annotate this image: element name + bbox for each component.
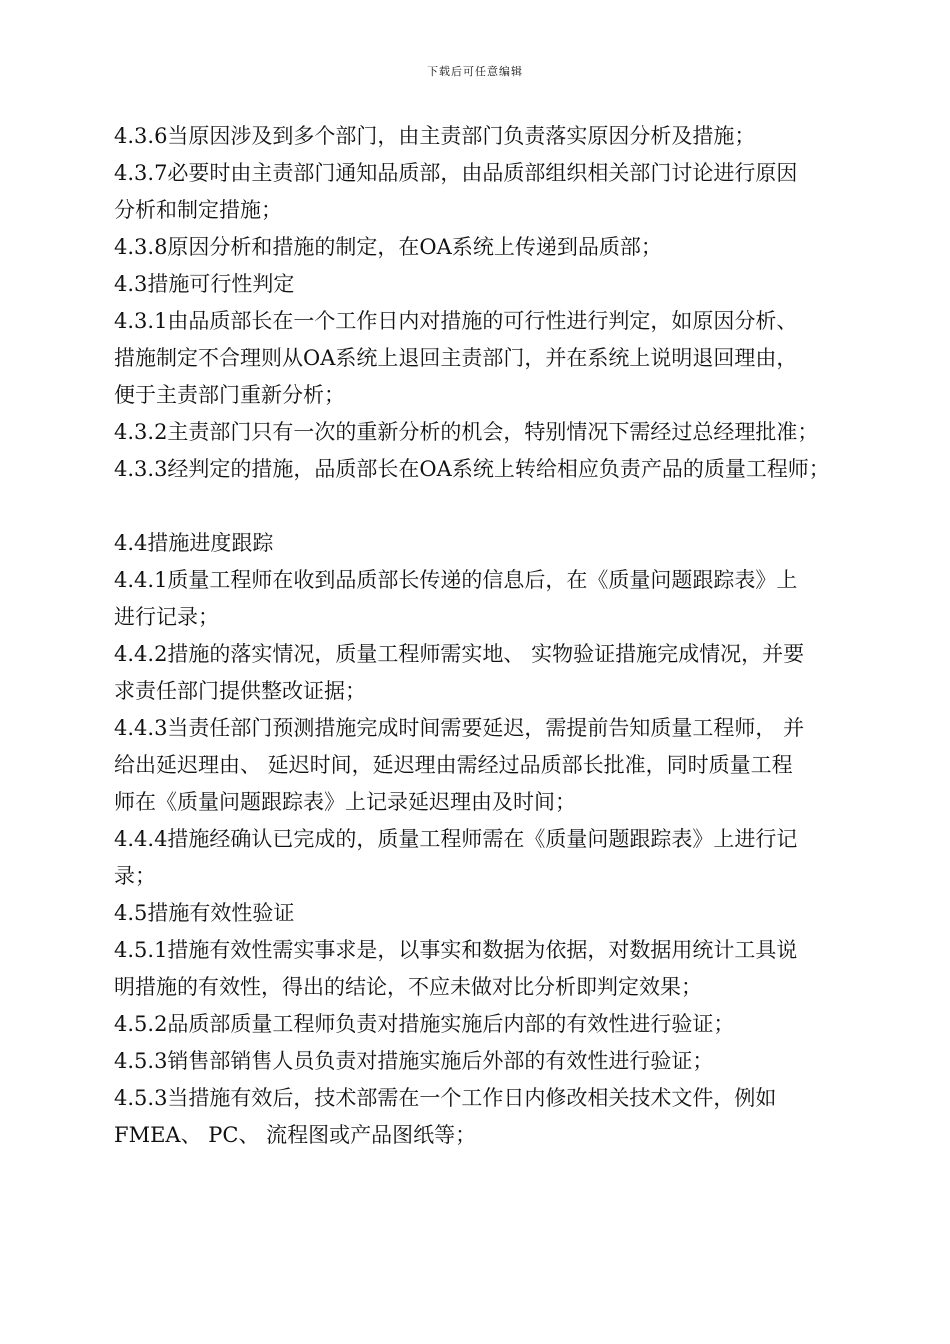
text-line: 4.3.1由品质部长在一个工作日内对措施的可行性进行判定，如原因分析、 — [114, 309, 798, 333]
text-line: 4.4.3当责任部门预测措施完成时间需要延迟，需提前告知质量工程师， 并 — [114, 716, 805, 740]
blank-line — [114, 488, 894, 525]
page-header: 下载后可任意编辑 — [427, 65, 523, 78]
text-line: 录； — [114, 864, 156, 888]
text-line: 4.3.7必要时由主责部门通知品质部，由品质部组织相关部门讨论进行原因 — [114, 161, 798, 185]
text-line: 分析和制定措施； — [114, 198, 282, 222]
text-line: 4.5.3销售部销售人员负责对措施实施后外部的有效性进行验证； — [114, 1049, 714, 1073]
text-line: 师在《质量问题跟踪表》上记录延迟理由及时间； — [114, 790, 576, 814]
text-line: 4.5.2品质部质量工程师负责对措施实施后内部的有效性进行验证； — [114, 1012, 735, 1036]
section-heading: 4.3措施可行性判定 — [114, 272, 295, 296]
text-line: 4.4.2措施的落实情况，质量工程师需实地、 实物验证措施完成情况，并要 — [114, 642, 805, 666]
text-line: 求责任部门提供整改证据； — [114, 679, 366, 703]
section-block-2 — [114, 525, 894, 1154]
text-line: 措施制定不合理则从OA系统上退回主责部门，并在系统上说明退回理由， — [114, 346, 798, 370]
text-line: 便于主责部门重新分析； — [114, 383, 345, 407]
section-heading: 4.5措施有效性验证 — [114, 901, 295, 925]
text-line: FMEA、 PC、 流程图或产品图纸等； — [114, 1123, 477, 1147]
section-heading: 4.4措施进度跟踪 — [114, 531, 274, 555]
text-line: 4.3.3经判定的措施，品质部长在OA系统上转给相应负责产品的质量工程师； — [114, 457, 830, 481]
text-line: 4.3.2主责部门只有一次的重新分析的机会，特别情况下需经过总经理批准； — [114, 420, 819, 444]
text-line: 4.4.4措施经确认已完成的，质量工程师需在《质量问题跟踪表》上进行记 — [114, 827, 798, 851]
text-line: 明措施的有效性，得出的结论，不应未做对比分析即判定效果； — [114, 975, 702, 999]
section-block-1 — [114, 118, 894, 488]
text-line: 4.4.1质量工程师在收到品质部长传递的信息后，在《质量问题跟踪表》上 — [114, 568, 798, 592]
document-body — [114, 118, 894, 1154]
text-line: 4.5.3当措施有效后，技术部需在一个工作日内修改相关技术文件，例如 — [114, 1086, 777, 1110]
text-line: 4.5.1措施有效性需实事求是，以事实和数据为依据，对数据用统计工具说 — [114, 938, 798, 962]
text-line: 4.3.6当原因涉及到多个部门，由主责部门负责落实原因分析及措施； — [114, 124, 756, 148]
text-line: 进行记录； — [114, 605, 219, 629]
text-line: 4.3.8原因分析和措施的制定，在OA系统上传递到品质部； — [114, 235, 662, 259]
text-line: 给出延迟理由、 延迟时间，延迟理由需经过品质部长批准，同时质量工程 — [114, 753, 793, 777]
